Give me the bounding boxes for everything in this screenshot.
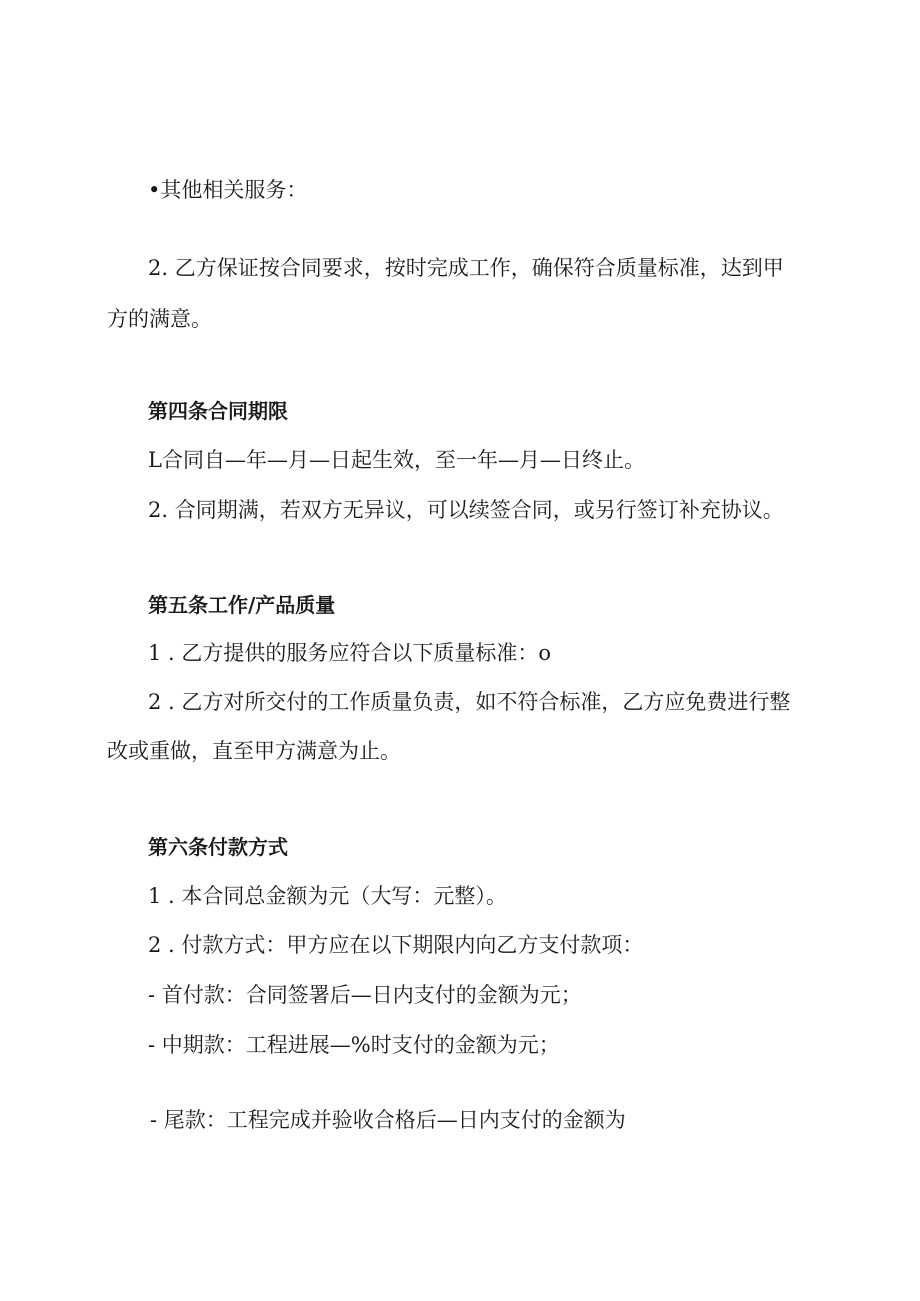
clause-3-item-2-line-1: 2. 乙方保证按合同要求，按时完成工作，确保符合质量标准，达到甲 xyxy=(148,256,784,280)
article-5-item-2-line-2: 改或重做，直至甲方满意为止。 xyxy=(107,739,401,763)
payment-middle: - 中期款：工程进展—%时支付的金额为元； xyxy=(148,1033,560,1057)
heading-article-4: 第四条合同期限 xyxy=(148,399,288,423)
bullet-other-services: •其他相关服务： xyxy=(148,178,308,202)
article-6-item-1: 1 . 本合同总金额为元（大写：元整）。 xyxy=(148,884,507,908)
article-5-item-1: 1 . 乙方提供的服务应符合以下质量标准：o xyxy=(148,641,552,665)
clause-3-item-2-line-2: 方的满意。 xyxy=(107,307,212,331)
article-5-item-2-line-1: 2 . 乙方对所交付的工作质量负责，如不符合标准，乙方应免费进行整 xyxy=(148,690,791,714)
article-4-item-2: 2. 合同期满，若双方无异议，可以续签合同，或另行签订补充协议。 xyxy=(148,498,784,522)
article-6-item-2: 2 . 付款方式：甲方应在以下期限内向乙方支付款项： xyxy=(148,933,644,957)
payment-final: - 尾款：工程完成并验收合格后—日内支付的金额为 xyxy=(150,1108,626,1132)
heading-article-5: 第五条工作/产品质量 xyxy=(148,593,336,617)
payment-first: - 首付款：合同签署后—日内支付的金额为元； xyxy=(148,983,582,1007)
article-4-item-1: L合同自—年—月—日起生效，至一年—月—日终止。 xyxy=(148,448,645,472)
heading-article-6: 第六条付款方式 xyxy=(148,835,288,859)
